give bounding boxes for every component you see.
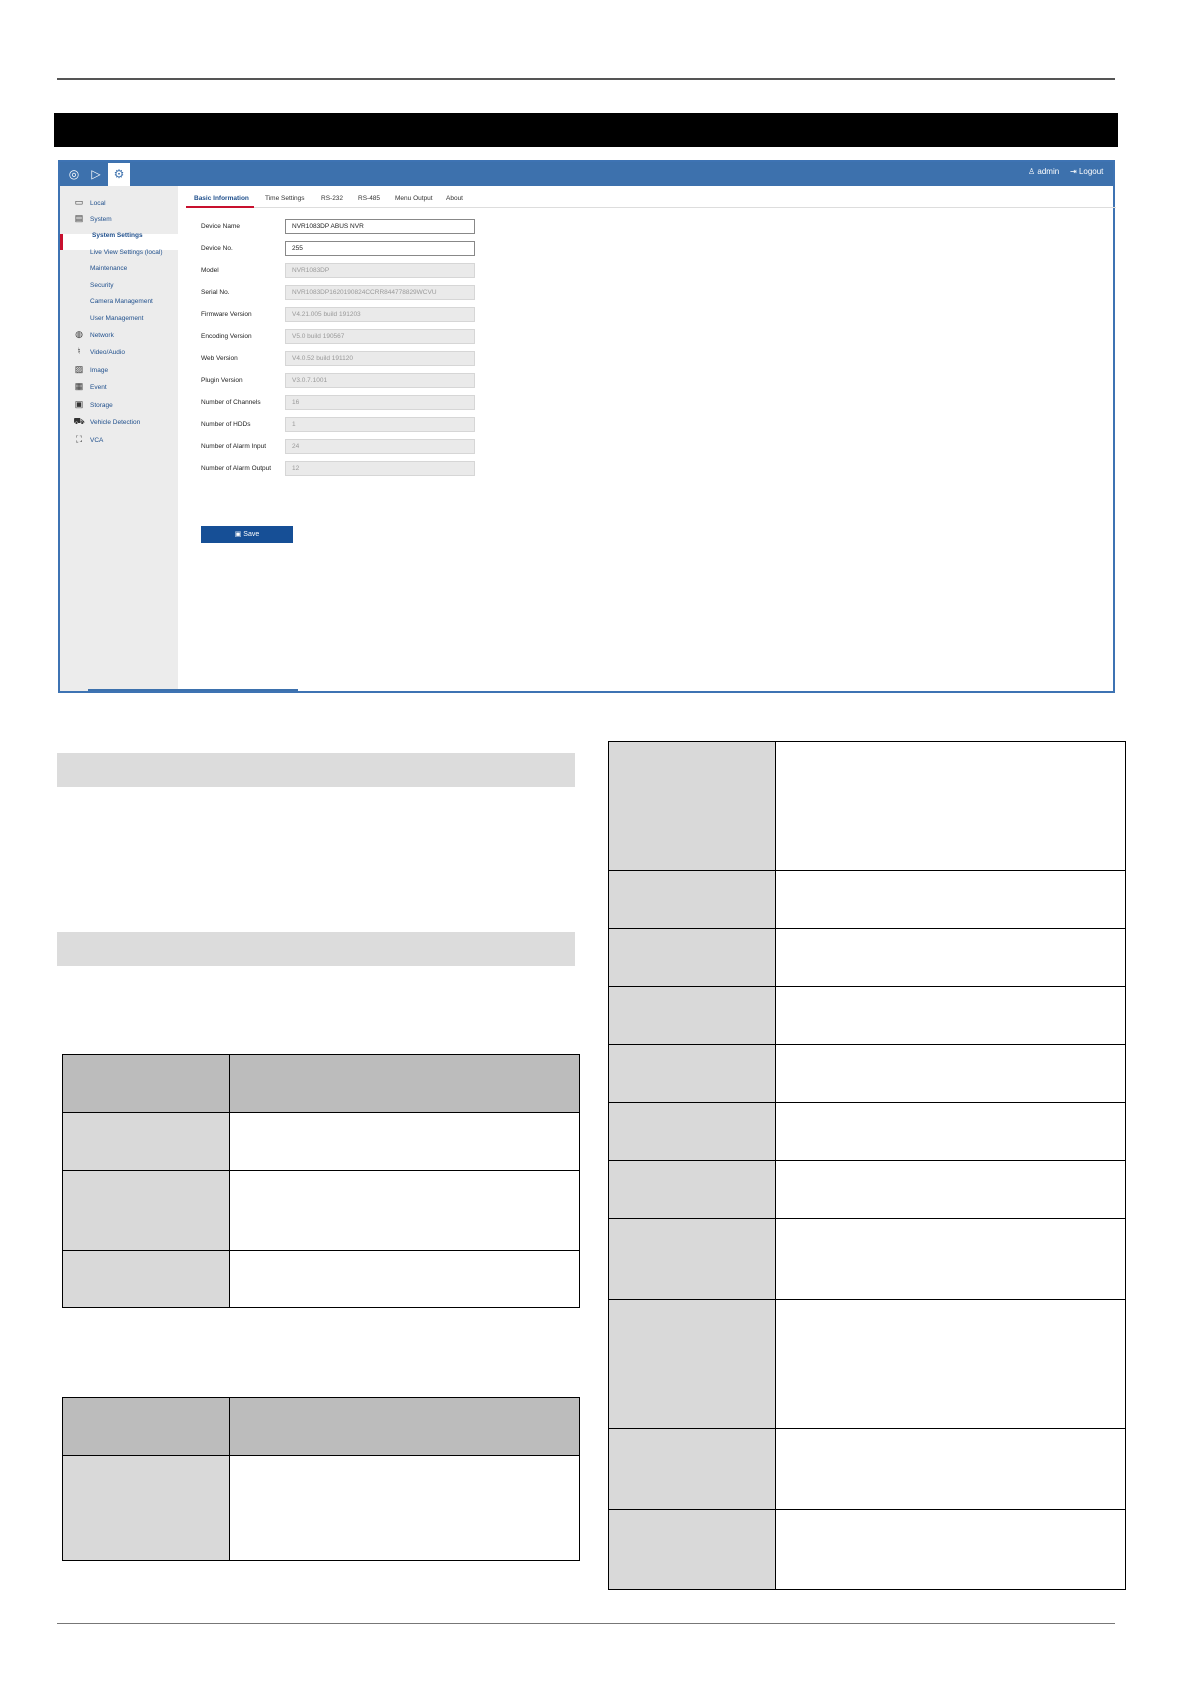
table-label-cell — [63, 1171, 230, 1251]
sidebar-item-storage[interactable]: Storage — [90, 402, 113, 409]
sidebar-item-vehicle-detection[interactable]: Vehicle Detection — [90, 419, 141, 426]
configuration-gear-icon[interactable]: ⚙ — [108, 163, 130, 186]
sidebar-item-local[interactable]: Local — [90, 200, 106, 207]
table-value-cell — [230, 1113, 580, 1171]
table-value-cell — [776, 742, 1126, 871]
settings-content — [178, 186, 1113, 691]
logout-icon: ⇥ — [1070, 167, 1077, 176]
label-web-version: Web Version — [201, 355, 238, 362]
table-label-cell — [609, 1161, 776, 1219]
sidebar-item-live-view-settings[interactable]: Live View Settings (local) — [90, 249, 163, 256]
number-of-alarm-output-field: 12 — [285, 461, 475, 476]
number-of-channels-field: 16 — [285, 395, 475, 410]
table-label-cell — [609, 1429, 776, 1510]
save-icon: ▣ — [234, 531, 242, 538]
microphone-icon: ♮ — [77, 346, 81, 356]
top-header — [60, 162, 1113, 186]
bottom-rule — [57, 1623, 1115, 1624]
device-name-input[interactable]: NVR1083DP ABUS NVR — [285, 219, 475, 234]
sidebar-item-security[interactable]: Security — [90, 282, 114, 289]
sidebar — [60, 186, 178, 691]
table-header-cell — [63, 1055, 230, 1113]
globe-icon: ◍ — [75, 329, 83, 339]
serial-no-field: NVR1083DP1620190824CCRR844778829WCVU — [285, 285, 475, 300]
tab-divider — [186, 207, 1116, 208]
table-header-cell — [63, 1398, 230, 1456]
label-firmware-version: Firmware Version — [201, 311, 252, 318]
table-label-cell — [609, 1510, 776, 1590]
table-value-cell — [776, 929, 1126, 987]
table-header-cell — [230, 1055, 580, 1113]
table-label-cell — [63, 1113, 230, 1171]
vehicle-icon: ⛟ — [73, 416, 85, 426]
table-label-cell — [609, 742, 776, 871]
tab-rs-232[interactable]: RS-232 — [321, 195, 344, 202]
tab-about[interactable]: About — [446, 195, 463, 202]
tab-rs-485[interactable]: RS-485 — [358, 195, 381, 202]
plugin-version-field: V3.0.7.1001 — [285, 373, 475, 388]
table-label-cell — [63, 1251, 230, 1308]
sidebar-item-event[interactable]: Event — [90, 384, 107, 391]
monitor-icon: ▭ — [74, 197, 84, 207]
sidebar-active-marker — [60, 234, 63, 250]
sidebar-item-video-audio[interactable]: Video/Audio — [90, 349, 125, 356]
table-label-cell — [609, 1045, 776, 1103]
table-value-cell — [230, 1171, 580, 1251]
label-encoding-version: Encoding Version — [201, 333, 252, 340]
encoding-version-field: V5.0 build 190567 — [285, 329, 475, 344]
table-label-cell — [609, 1103, 776, 1161]
save-label: Save — [243, 531, 260, 538]
table-label-cell — [609, 871, 776, 929]
tab-time-settings[interactable]: Time Settings — [265, 195, 305, 202]
left-table-1 — [62, 1054, 580, 1308]
number-of-hdds-field: 1 — [285, 417, 475, 432]
logout-link[interactable] — [1070, 167, 1103, 176]
table-value-cell — [230, 1456, 580, 1561]
calendar-icon: ▤ — [74, 213, 84, 223]
label-serial-no: Serial No. — [201, 289, 230, 296]
model-field: NVR1083DP — [285, 263, 475, 278]
label-device-name: Device Name — [201, 223, 241, 230]
event-icon: ▦ — [74, 381, 84, 391]
label-number-of-alarm-output: Number of Alarm Output — [201, 465, 272, 472]
tab-basic-information[interactable]: Basic Information — [194, 195, 249, 202]
tab-menu-output[interactable]: Menu Output — [395, 195, 433, 202]
label-model: Model — [201, 267, 219, 274]
table-header-cell — [230, 1398, 580, 1456]
sidebar-item-system[interactable]: System — [90, 216, 112, 223]
user-icon: ♙ — [1028, 167, 1036, 176]
active-tab-underline — [186, 206, 254, 208]
logout-label: Logout — [1078, 167, 1104, 176]
table-value-cell — [776, 987, 1126, 1045]
sidebar-item-vca[interactable]: VCA — [90, 437, 104, 444]
live-view-icon[interactable]: ◎ — [68, 167, 80, 181]
table-value-cell — [776, 1300, 1126, 1429]
storage-icon: ▣ — [74, 399, 84, 409]
right-table — [608, 741, 1126, 1590]
section-header-bar-2 — [57, 932, 575, 966]
device-no-input[interactable]: 255 — [285, 241, 475, 256]
table-value-cell — [230, 1251, 580, 1308]
sidebar-item-network[interactable]: Network — [90, 332, 114, 339]
save-button[interactable] — [201, 526, 293, 543]
table-value-cell — [776, 1161, 1126, 1219]
ui-screenshot — [58, 160, 1115, 693]
sidebar-item-image[interactable]: Image — [90, 367, 109, 374]
firmware-version-field: V4.21.005 build 191203 — [285, 307, 475, 322]
top-rule — [57, 78, 1115, 80]
table-label-cell — [63, 1456, 230, 1561]
table-label-cell — [609, 929, 776, 987]
table-value-cell — [776, 871, 1126, 929]
section-title-bar — [54, 113, 1118, 147]
label-number-of-channels: Number of Channels — [201, 399, 261, 406]
user-menu[interactable] — [1028, 167, 1059, 176]
table-label-cell — [609, 1219, 776, 1300]
table-value-cell — [776, 1429, 1126, 1510]
table-value-cell — [776, 1103, 1126, 1161]
playback-icon[interactable]: ▷ — [91, 167, 101, 181]
label-device-no: Device No. — [201, 245, 233, 252]
sidebar-item-system-settings[interactable]: System Settings — [92, 232, 143, 239]
label-number-of-hdds: Number of HDDs — [201, 421, 251, 428]
label-number-of-alarm-input: Number of Alarm Input — [201, 443, 267, 450]
number-of-alarm-input-field: 24 — [285, 439, 475, 454]
web-version-field: V4.0.52 build 191120 — [285, 351, 475, 366]
table-label-cell — [609, 1300, 776, 1429]
label-plugin-version: Plugin Version — [201, 377, 243, 384]
bottom-accent-bar — [88, 689, 298, 691]
table-label-cell — [609, 987, 776, 1045]
sidebar-item-maintenance[interactable]: Maintenance — [90, 265, 128, 272]
image-icon: ▨ — [74, 364, 84, 374]
table-value-cell — [776, 1219, 1126, 1300]
username: admin — [1037, 167, 1060, 176]
vca-icon: ⛶ — [75, 434, 83, 444]
sidebar-item-user-management[interactable]: User Management — [90, 315, 144, 322]
table-value-cell — [776, 1045, 1126, 1103]
section-header-bar-1 — [57, 753, 575, 787]
sidebar-item-camera-management[interactable]: Camera Management — [90, 298, 153, 305]
table-value-cell — [776, 1510, 1126, 1590]
left-table-2 — [62, 1397, 580, 1561]
